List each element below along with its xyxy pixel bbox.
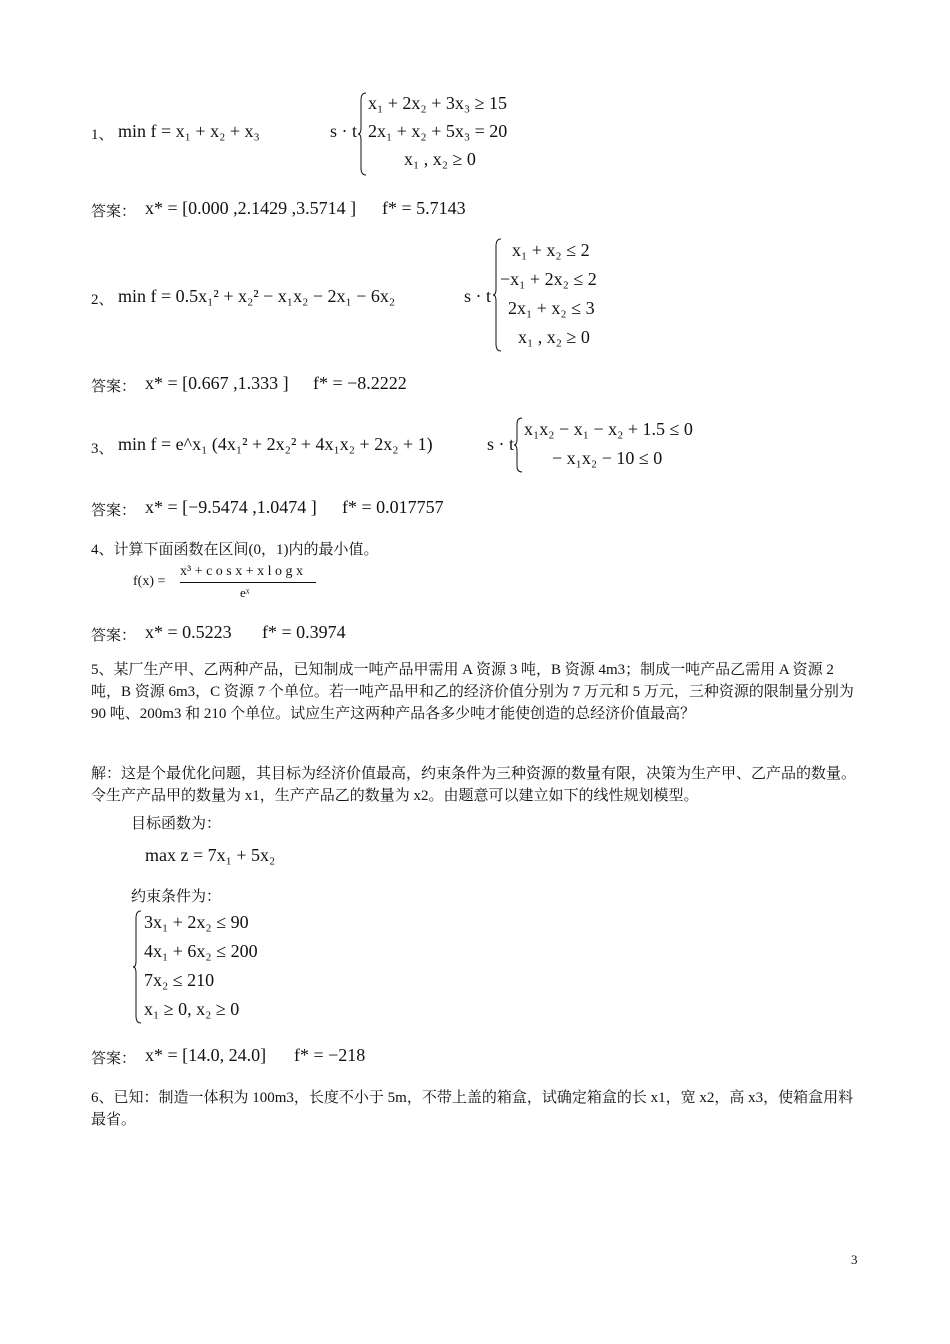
problem-5-solution: 解：这是个最优化问题，其目标为经济价值最高，约束条件为三种资源的数量有限，决策为生产甲、乙产品的数量。令生产产品甲的数量为 x1，生产产品乙的数量为 x2。由题意可以建立如下的线性规划模型。 <box>91 766 857 804</box>
problem-5-answer-x: x* = [14.0, 24.0] <box>145 1045 267 1065</box>
problem-3-brace <box>513 417 523 473</box>
problem-1-constraint: x₁ , x₂ ≥ 0 <box>404 149 476 169</box>
problem-5-brace <box>132 910 142 1024</box>
problem-1-constraint: 2x₁ + x₂ + 5x₃ = 20 <box>368 121 508 141</box>
problem-3-label: 3、 <box>91 441 114 457</box>
problem-1-label: 1、 <box>91 127 114 143</box>
problem-3-objective: min f = e^x₁ (4x₁² + 2x₂² + 4x₁x₂ + 2x₂ + 1) <box>118 434 433 454</box>
problem-1-constraint: x₁ + 2x₂ + 3x₃ ≥ 15 <box>368 93 508 113</box>
problem-1-brace <box>357 92 367 176</box>
problem-3-answer-f: f* = 0.017757 <box>342 497 444 517</box>
problem-5-constraint: 3x₁ + 2x₂ ≤ 90 <box>144 912 249 932</box>
problem-2-constraint: 2x₁ + x₂ ≤ 3 <box>508 298 595 318</box>
problem-4-fx-lhs: f(x) = <box>133 574 166 589</box>
problem-3-answer-x: x* = [−9.5474 ,1.0474 ] <box>145 497 317 517</box>
problem-4-fx-numerator: x³ + c o s x + x l o g x <box>180 564 304 579</box>
problem-1-objective: min f = x₁ + x₂ + x₃ <box>118 121 260 141</box>
fraction-bar <box>180 582 316 583</box>
problem-2-answer-f: f* = −8.2222 <box>313 373 407 393</box>
problem-2-answer-x: x* = [0.667 ,1.333 ] <box>145 373 289 393</box>
problem-3-constraint: − x₁x₂ − 10 ≤ 0 <box>552 448 663 468</box>
answer-label: 答案： <box>91 503 137 519</box>
problem-1-answer-f: f* = 5.7143 <box>382 198 466 218</box>
problem-5-constraint: 4x₁ + 6x₂ ≤ 200 <box>144 941 258 961</box>
problem-3-constraint: x₁x₂ − x₁ − x₂ + 1.5 ≤ 0 <box>524 419 693 439</box>
problem-2-objective: min f = 0.5x₁² + x₂² − x₁x₂ − 2x₁ − 6x₂ <box>118 286 396 306</box>
page-number: 3 <box>851 1252 858 1267</box>
problem-1-st: s · t <box>330 121 357 141</box>
problem-6-text: 6、已知：制造一体积为 100m3，长度不小于 5m，不带上盖的箱盒，试确定箱盒的长 x1，宽 x2，高 x3，使箱盒用料最省。 <box>91 1090 854 1128</box>
problem-1-answer-x: x* = [0.000 ,2.1429 ,3.5714 ] <box>145 198 357 218</box>
objective-label: 目标函数为： <box>131 816 222 832</box>
problem-5-constraint: x₁ ≥ 0, x₂ ≥ 0 <box>144 999 240 1019</box>
problem-2-constraint: x₁ , x₂ ≥ 0 <box>518 327 590 347</box>
problem-3-st: s · t <box>487 434 514 454</box>
problem-4-text: 4、计算下面函数在区间(0，1)内的最小值。 <box>91 542 379 558</box>
problem-5-constraint: 7x₂ ≤ 210 <box>144 970 215 990</box>
problem-2-brace <box>492 238 502 352</box>
problem-2-constraint: −x₁ + 2x₂ ≤ 2 <box>500 269 597 289</box>
answer-label: 答案： <box>91 1051 137 1067</box>
problem-5-text: 5、某厂生产甲、乙两种产品，已知制成一吨产品甲需用 A 资源 3 吨，B 资源 4m3；制成一吨产品乙需用 A 资源 2 吨，B 资源 6m3，C 资源 7 个单位。若一吨产品甲和乙的经济价值分别为 7 万元和 5 万元，三种资源的限制量分别为 90 吨、200m3 和 210 个单位。试应生产这两种产品各多少吨才能使创造的总经济价值最高？ <box>91 662 854 722</box>
answer-label: 答案： <box>91 379 137 395</box>
problem-2-label: 2、 <box>91 292 114 308</box>
problem-5-answer-f: f* = −218 <box>294 1045 366 1065</box>
answer-label: 答案： <box>91 628 137 644</box>
problem-2-constraint: x₁ + x₂ ≤ 2 <box>512 240 590 260</box>
answer-label: 答案： <box>91 204 137 220</box>
problem-4-answer-x: x* = 0.5223 <box>145 622 232 642</box>
problem-2-st: s · t <box>464 286 491 306</box>
constraint-label: 约束条件为： <box>131 889 222 905</box>
problem-5-objective: max z = 7x₁ + 5x₂ <box>145 845 276 865</box>
problem-4-answer-f: f* = 0.3974 <box>262 622 346 642</box>
problem-4-fx-denominator: eˣ <box>240 585 250 600</box>
